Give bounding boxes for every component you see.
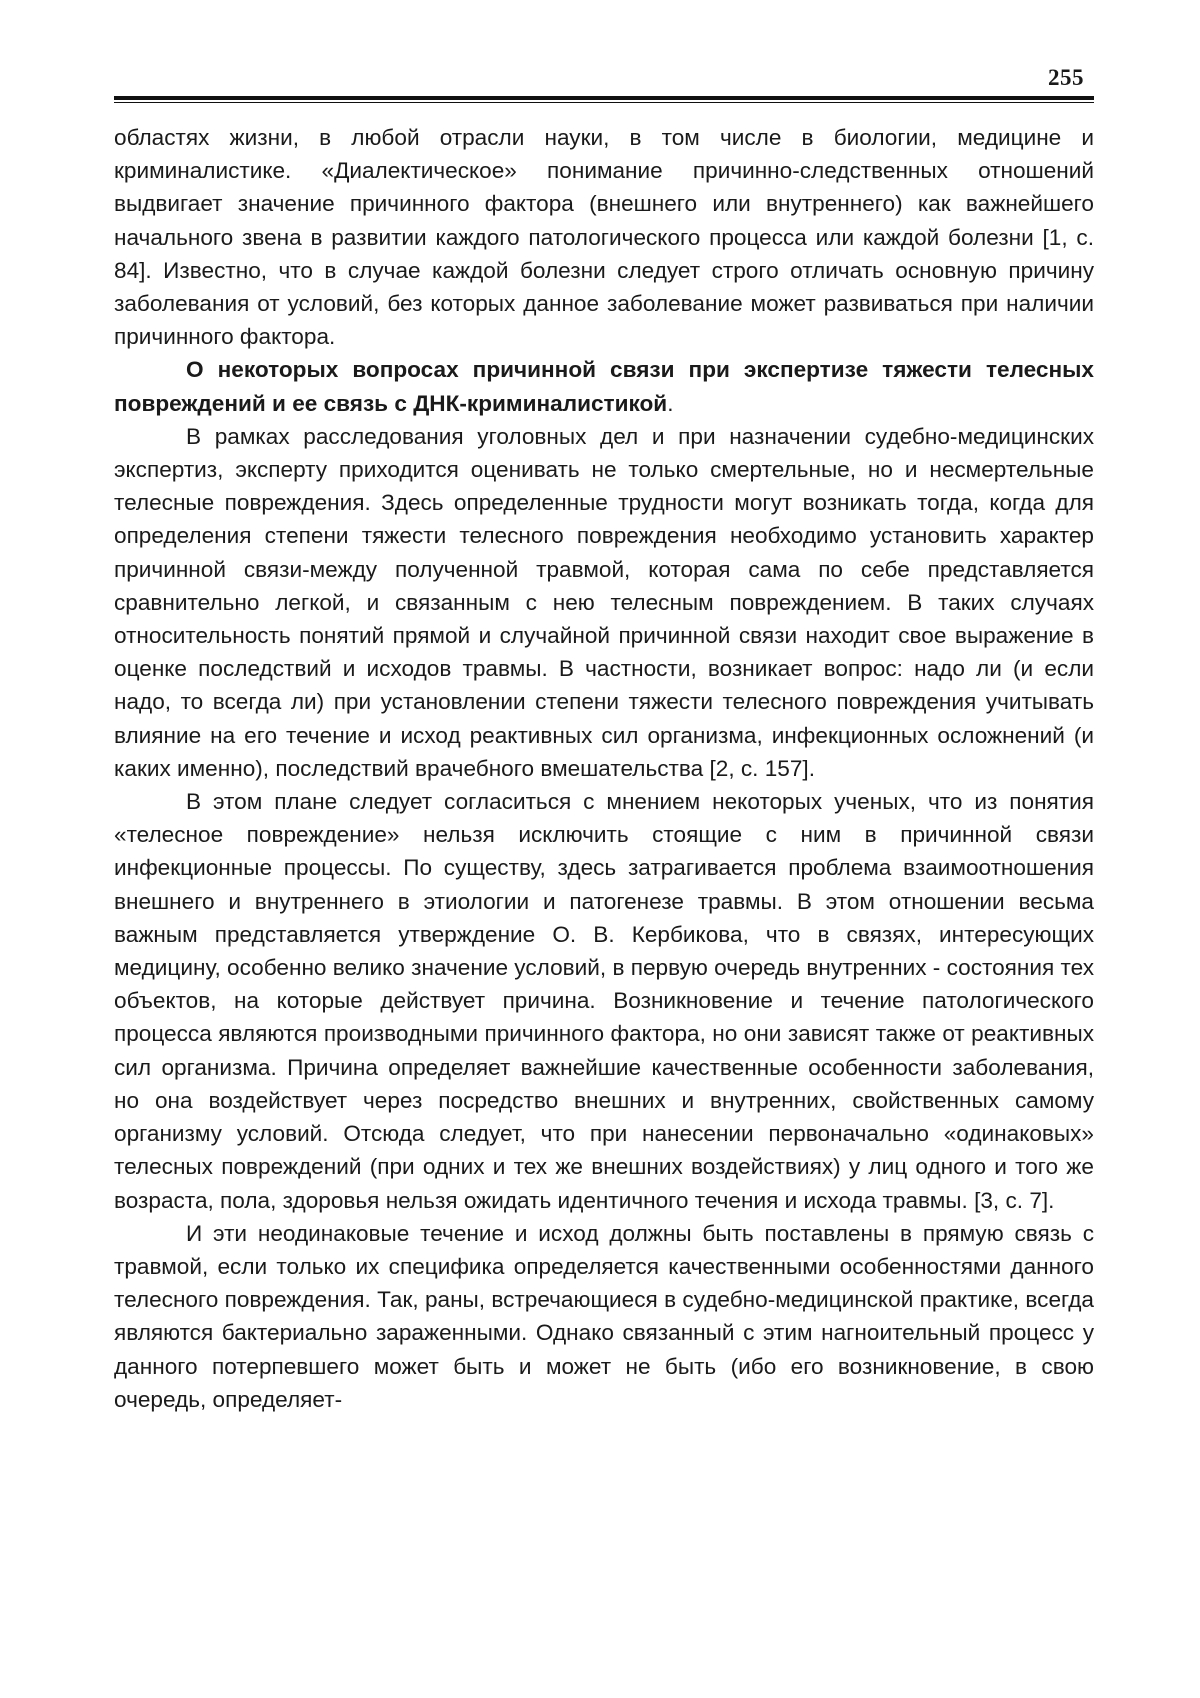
page-number: 255 <box>1048 65 1084 90</box>
header-rule <box>114 96 1094 103</box>
section-heading <box>114 353 1094 419</box>
paragraph-3: В этом плане следует согласиться с мнением некоторых ученых, что из понятия «телесное повреждение» нельзя исключить стоящие с ним в причинной связи инфекционные процессы. По существу, здесь затрагивается проблема взаимоотношения внешнего и внутреннего в этиологии и патогенезе травмы. В этом отношении весьма важным представляется утверждение О. В. Кербикова, что в связях, интересующих медицину, особенно велико значение условий, в первую очередь внутренних - состояния тех объектов, на которые действует причина. Возникновение и течение патологического процесса являются производными причинного фактора, но они зависят также от реактивных сил организма. Причина определяет важнейшие качественные особенности заболевания, но она воздействует через посредство внешних и внутренних, свойственных самому организму условий. Отсюда следует, что при нанесении первоначально «одинаковых» телесных повреждений (при одних и тех же внешних воздействиях) у лиц одного и того же возраста, пола, здоровья нельзя ожидать идентичного течения и исхода травмы. [3, с. 7]. <box>114 789 1094 1213</box>
paragraph-2: В рамках расследования уголовных дел и при назначении судебно-медицинских экспертиз, эксперту приходится оценивать не только смертельные, но и несмертельные телесные повреждения. Здесь определенные трудности могут возникать тогда, когда для определения степени тяжести телесного повреждения необходимо установить характер причинной связи-между полученной травмой, которая сама по себе представляется сравнительно легкой, и связанным с нею телесным повреждением. В таких случаях относительность понятий прямой и случайной причинной связи находит свое выражение в оценке последствий и исходов травмы. В частности, возникает вопрос: надо ли (и если надо, то всегда ли) при установлении степени тяжести телесного повреждения учитывать влияние на его течение и исход реактивных сил организма, инфекционных осложнений (и каких именно), последствий врачебного вмешательства [2, с. 157]. <box>114 423 1094 781</box>
section-heading-text: О некоторых вопросах причинной связи при экспертизе тяжести телесных повреждений и ее связь с ДНК-криминалистикой <box>114 357 1094 416</box>
body-text <box>114 121 1094 1416</box>
document-page <box>114 64 1094 1416</box>
section-heading-tail: . <box>667 390 674 416</box>
paragraph-1: областях жизни, в любой отрасли науки, в том числе в биологии, медицине и криминалистике. «Диалектическое» понимание причинно-следственных отношений выдвигает значение причинного фактора (внешнего или внутреннего) как важнейшего начального звена в развитии каждого патологического процесса или каждой болезни [1, с. 84]. Известно, что в случае каждой болезни следует строго отличать основную причину заболевания от условий, без которых данное заболевание может развиваться при наличии причинного фактора. <box>114 125 1094 350</box>
paragraph-4: И эти неодинаковые течение и исход должны быть поставлены в прямую связь с травмой, если только их специфика определяется качественными особенностями данного телесного повреждения. Так, раны, встречающиеся в судебно-медицинской практике, всегда являются бактериально зараженными. Однако связанный с этим нагноительный процесс у данного потерпевшего может быть и может не быть (ибо его возникновение, в свою очередь, определяет- <box>114 1220 1094 1412</box>
